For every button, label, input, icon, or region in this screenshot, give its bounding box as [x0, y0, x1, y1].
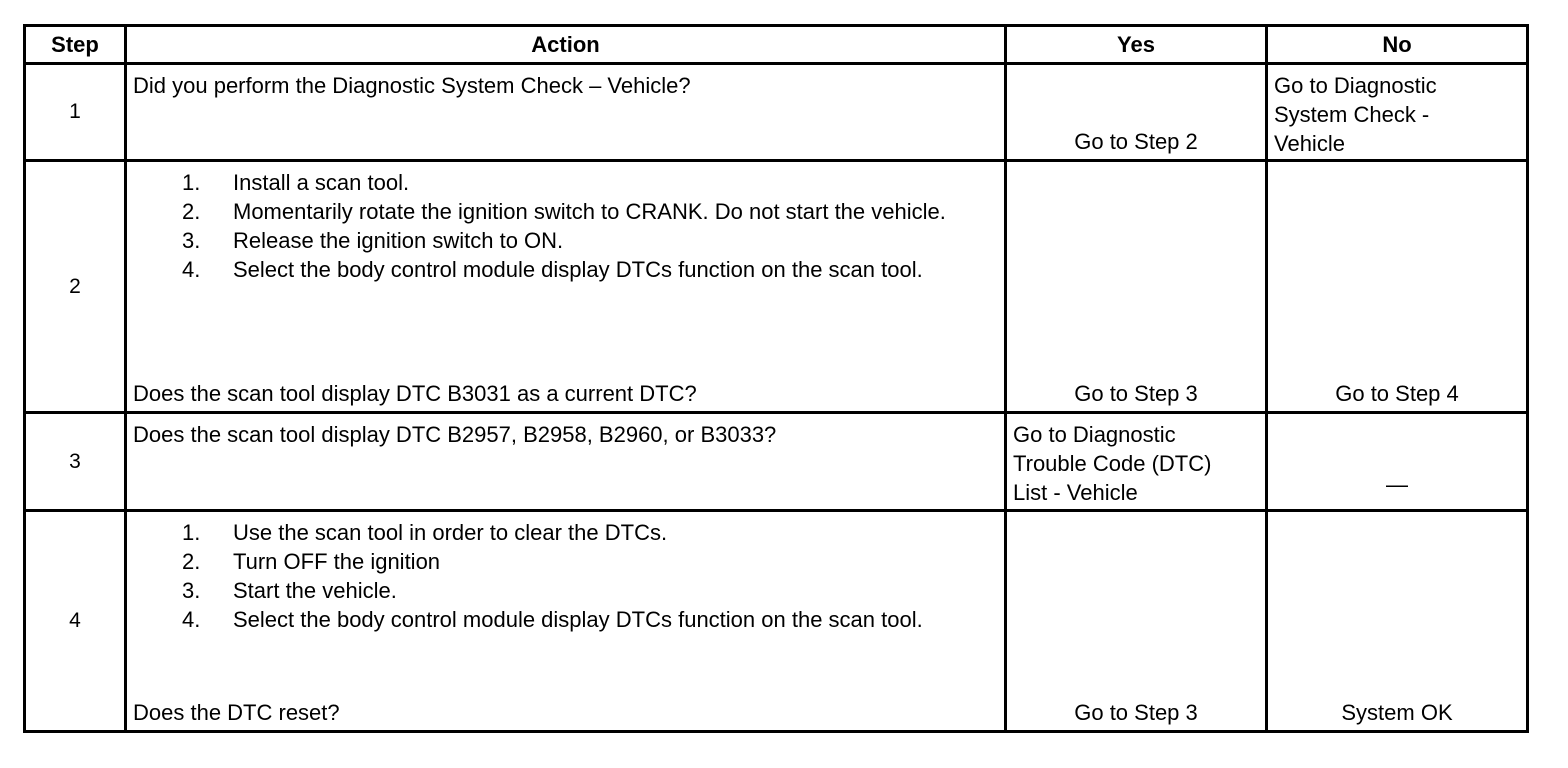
action-cell: [126, 511, 1006, 732]
no-result-line: System Check -: [1274, 102, 1430, 127]
table-row: [25, 64, 1528, 161]
no-cell: [1267, 161, 1528, 413]
list-item: [127, 518, 974, 547]
list-item: [127, 605, 974, 634]
item-number: 3.: [182, 228, 201, 253]
header-yes: Yes: [1006, 26, 1267, 64]
item-text: Start the vehicle.: [233, 578, 397, 603]
item-text: Turn OFF the ignition: [233, 549, 441, 574]
item-number: 4.: [182, 607, 201, 632]
yes-cell: [1006, 161, 1267, 413]
list-item: [127, 576, 974, 605]
list-item: [127, 255, 974, 284]
step-number: 2: [25, 161, 126, 413]
yes-cell: [1006, 511, 1267, 732]
header-action: Action: [126, 26, 1006, 64]
action-question: Does the DTC reset?: [133, 700, 340, 725]
item-number: 1.: [182, 170, 201, 195]
yes-result: Go to Step 2: [1074, 129, 1198, 154]
action-question: Does the scan tool display DTC B2957, B2958, B2960, or B3033?: [133, 422, 777, 447]
item-number: 1.: [182, 520, 201, 545]
yes-result-line: List - Vehicle: [1013, 480, 1138, 505]
item-text: Install a scan tool.: [233, 170, 410, 195]
yes-result-line: Trouble Code (DTC): [1013, 451, 1212, 476]
header-row: [25, 26, 1528, 64]
yes-result: Go to Step 3: [1074, 700, 1198, 725]
table-row: [25, 413, 1528, 511]
yes-result-line: Go to Diagnostic: [1013, 422, 1176, 447]
step-number: 4: [25, 511, 126, 732]
no-cell: [1267, 511, 1528, 732]
table-row: [25, 511, 1528, 732]
item-number: 3.: [182, 578, 201, 603]
step-number: 3: [25, 413, 126, 511]
yes-result: Go to Step 3: [1074, 381, 1198, 406]
item-number: 4.: [182, 257, 201, 282]
no-result-line: Go to Diagnostic: [1274, 73, 1437, 98]
list-item: [127, 197, 974, 226]
action-steps-list: [127, 168, 974, 284]
no-result: [1274, 71, 1520, 158]
list-item: [127, 547, 974, 576]
item-text: Select the body control module display DTCs function on the scan tool.: [233, 607, 923, 632]
action-steps-list: [127, 518, 974, 634]
list-item: [127, 168, 974, 197]
yes-cell: [1006, 413, 1267, 511]
no-result: —: [1386, 472, 1408, 497]
action-cell: [126, 64, 1006, 161]
item-number: 2.: [182, 549, 201, 574]
no-cell: [1267, 413, 1528, 511]
no-result: Go to Step 4: [1335, 381, 1459, 406]
yes-cell: [1006, 64, 1267, 161]
no-result-line: Vehicle: [1274, 131, 1345, 156]
header-step: Step: [25, 26, 126, 64]
item-text: Use the scan tool in order to clear the DTCs.: [233, 520, 668, 545]
diagnostic-table: [23, 24, 1529, 733]
header-no: No: [1267, 26, 1528, 64]
no-cell: [1267, 64, 1528, 161]
no-result: System OK: [1341, 700, 1453, 725]
yes-result: [1013, 420, 1259, 507]
action-question: Does the scan tool display DTC B3031 as a current DTC?: [133, 381, 697, 406]
table-row: [25, 161, 1528, 413]
step-number: 1: [25, 64, 126, 161]
action-question: Did you perform the Diagnostic System Check – Vehicle?: [133, 73, 691, 98]
item-text: Release the ignition switch to ON.: [233, 228, 564, 253]
item-text: Momentarily rotate the ignition switch to CRANK. Do not start the vehicle.: [233, 199, 946, 224]
action-cell: [126, 161, 1006, 413]
item-number: 2.: [182, 199, 201, 224]
item-text: Select the body control module display DTCs function on the scan tool.: [233, 257, 923, 282]
action-cell: [126, 413, 1006, 511]
list-item: [127, 226, 974, 255]
